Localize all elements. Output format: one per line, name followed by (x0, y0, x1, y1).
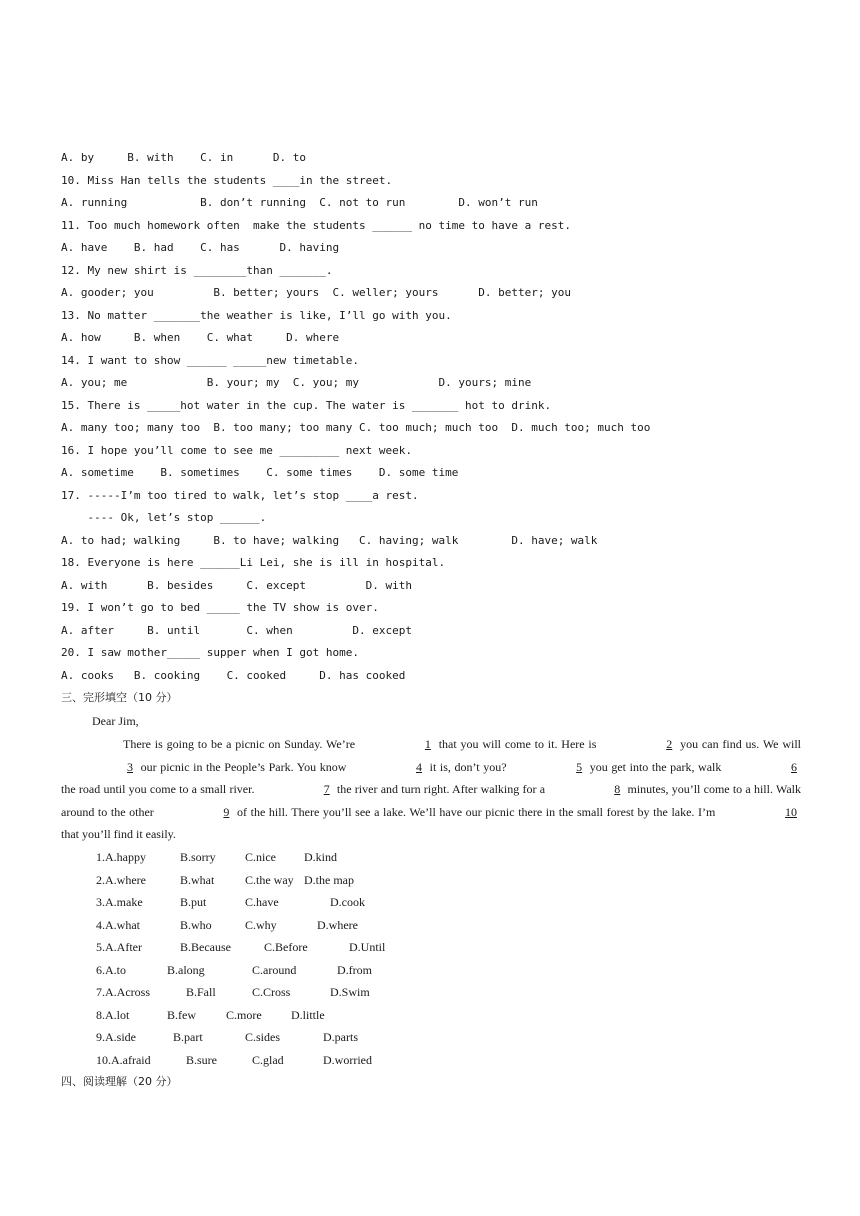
answer-options: A. by B. with C. in D. to (61, 151, 307, 164)
passage-text: our picnic in the People’s Park. You know (137, 759, 351, 774)
question-stem: 20. I saw mother_____ supper when I got home. (61, 646, 360, 659)
cloze-option: C.sides (245, 1030, 281, 1044)
cloze-option: B.put (180, 895, 207, 909)
question-stem: 14. I want to show ______ _____new timetable. (61, 353, 360, 367)
answer-options: A. many too; many too B. too many; too many C. too much; much too D. much too; much too (61, 421, 651, 434)
cloze-blank: 3 (127, 759, 133, 774)
passage-text: There is going to be a picnic on Sunday. We’re (123, 737, 359, 751)
answer-options: A. after B. until C. when D. except (61, 623, 412, 637)
cloze-option: 7.A.Across (96, 985, 150, 999)
cloze-option: B.few (167, 1007, 196, 1022)
cloze-option: 4.A.what (96, 917, 140, 932)
cloze-option: C.the way (245, 872, 294, 887)
cloze-option: D.Swim (330, 985, 370, 999)
answer-options: A. have B. had C. has D. having (61, 241, 340, 254)
question-stem: 18. Everyone is here ______Li Lei, she is ill in hospital. (61, 556, 446, 569)
cloze-option: D.kind (304, 850, 337, 864)
cloze-passage (61, 733, 801, 846)
question-stem: 19. I won’t go to bed _____ the TV show is over. (61, 601, 379, 614)
question-stem: 15. There is _____hot water in the cup. The water is _______ hot to drink. (61, 398, 552, 412)
question-stem: 12. My new shirt is ________than _______. (61, 263, 333, 277)
cloze-option: B.sure (186, 1052, 217, 1067)
cloze-option: B.sorry (180, 850, 216, 864)
passage-text: minutes, you’ll come to a hill. Walk around to the other (61, 782, 801, 819)
cloze-option: 3.A.make (96, 895, 143, 909)
cloze-blank: 5 (576, 759, 583, 774)
cloze-option: D.cook (330, 895, 365, 909)
passage-text: the road until you come to a small river. (61, 782, 258, 796)
cloze-blank: 4 (416, 759, 423, 774)
question-stem: 16. I hope you’ll come to see me _________ next week. (61, 443, 412, 457)
cloze-option: D.little (291, 1007, 325, 1022)
cloze-option: C.Cross (252, 985, 291, 999)
answer-options: A. cooks B. cooking C. cooked D. has cooked (61, 668, 406, 682)
question-stem-reply: ---- Ok, let’s stop ______. (61, 511, 267, 524)
cloze-option: B.part (173, 1030, 203, 1044)
cloze-option: 5.A.After (96, 940, 142, 954)
cloze-option: B.what (180, 872, 215, 887)
answer-options: A. to had; walking B. to have; walking C. having; walk D. have; walk (61, 533, 598, 547)
cloze-option: B.Because (180, 940, 231, 954)
passage-text: the river and turn right. After walking for a (333, 782, 549, 796)
cloze-option: C.Before (264, 940, 308, 954)
letter-greeting: Dear Jim, (92, 714, 139, 728)
cloze-blank: 1 (424, 737, 431, 751)
cloze-option: 2.A.where (96, 872, 146, 887)
question-stem: 10. Miss Han tells the students ____in the street. (61, 173, 393, 187)
question-stem: 17. -----I’m too tired to walk, let’s stop ____a rest. (61, 488, 419, 502)
section-4-title: 四、阅读理解（20 分） (61, 1075, 178, 1088)
cloze-option: C.more (226, 1007, 262, 1022)
cloze-option: 6.A.to (96, 962, 126, 977)
answer-options: A. how B. when C. what D. where (61, 331, 340, 344)
cloze-option: D.the map (304, 872, 354, 887)
cloze-option: 8.A.lot (96, 1007, 130, 1022)
cloze-option: D.from (337, 962, 372, 977)
passage-text: you get into the park, walk (586, 759, 725, 774)
cloze-blank: 7 (323, 782, 330, 796)
answer-options: A. sometime B. sometimes C. some times D. some time (61, 466, 459, 479)
section-3-title: 三、完形填空（10 分） (61, 691, 178, 704)
answer-options: A. gooder; you B. better; yours C. weller; yours D. better; you (61, 286, 571, 299)
cloze-blank: 2 (666, 737, 673, 751)
cloze-option: C.nice (245, 850, 276, 864)
cloze-option: D.where (317, 917, 358, 932)
answer-options: A. with B. besides C. except D. with (61, 578, 412, 592)
cloze-option: B.who (180, 917, 212, 932)
cloze-option: B.along (167, 962, 205, 977)
cloze-option: 10.A.afraid (96, 1052, 151, 1067)
cloze-blank: 6 (791, 759, 797, 774)
cloze-option: C.why (245, 917, 277, 932)
answer-options: A. running B. don’t running C. not to run D. won’t run (61, 196, 538, 209)
cloze-option: C.glad (252, 1052, 284, 1067)
question-stem: 13. No matter _______the weather is like, I’ll go with you. (61, 308, 452, 322)
passage-text: you can find us. We will (676, 737, 802, 751)
cloze-option: 9.A.side (96, 1030, 136, 1044)
cloze-blank: 10 (784, 804, 797, 819)
cloze-option: 1.A.happy (96, 850, 146, 864)
cloze-blank: 8 (614, 782, 621, 796)
passage-text: that you will come to it. Here is (434, 737, 601, 751)
cloze-blank: 9 (223, 804, 230, 819)
cloze-option: D.parts (323, 1030, 358, 1044)
cloze-option: D.Until (349, 940, 386, 954)
question-stem: 11. Too much homework often make the students ______ no time to have a rest. (61, 218, 571, 232)
answer-options: A. you; me B. your; my C. you; my D. yours; mine (61, 376, 532, 389)
cloze-option: D.worried (323, 1052, 372, 1067)
cloze-option: B.Fall (186, 985, 216, 999)
passage-text: of the hill. There you’ll see a lake. We’ll have our picnic there in the small forest by the lake. I’m (233, 804, 719, 819)
passage-text: that you’ll find it easily. (61, 827, 176, 841)
passage-text: it is, don’t you? (426, 759, 511, 774)
cloze-option: C.have (245, 895, 279, 909)
cloze-option: C.around (252, 962, 297, 977)
